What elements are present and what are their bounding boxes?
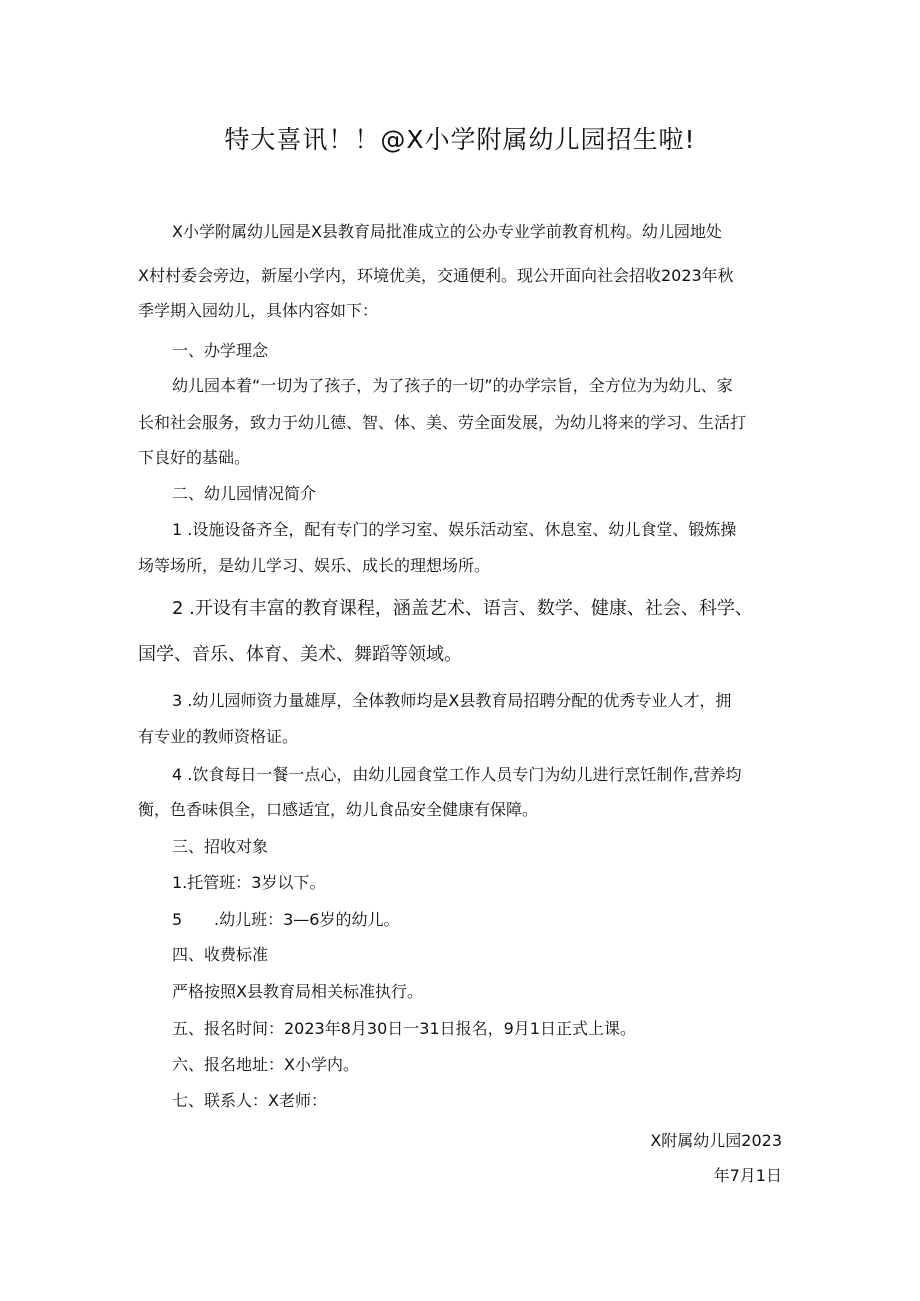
section2-item3-line-2: 有专业的教师资格证。 <box>138 727 299 746</box>
section3-item2-number: 5 <box>172 910 183 929</box>
section3-item1: 1.托管班：3岁以下。 <box>172 873 326 892</box>
section7-contact: 七、联系人：X老师： <box>172 1091 327 1110</box>
intro-line-2: X村村委会旁边，新屋小学内，环境优美，交通便利。现公开面向社会招收2023年秋 <box>138 266 734 285</box>
section4-heading: 四、收费标准 <box>172 945 269 964</box>
section2-item4-line-1: 4 .饮食每日一餐一点心，由幼儿园食堂工作人员专门为幼儿进行烹饪制作,营养均 <box>172 765 742 784</box>
section4-text: 严格按照X县教育局相关标准执行。 <box>172 982 423 1001</box>
signature-line-1: X附属幼儿园2023 <box>650 1131 782 1150</box>
section3-heading: 三、招收对象 <box>172 837 269 856</box>
page-title: 特大喜讯！！@X小学附属幼儿园招生啦! <box>224 125 696 154</box>
section1-line-2: 长和社会服务，致力于幼儿德、智、体、美、劳全面发展，为幼儿将来的学习、生活打 <box>138 413 747 432</box>
intro-line-3: 季学期入园幼儿，具体内容如下： <box>138 301 379 320</box>
intro-line-1: X小学附属幼儿园是X县教育局批准成立的公办专业学前教育机构。幼儿园地处 <box>172 222 722 241</box>
signature-line-2: 年7月1日 <box>713 1166 782 1185</box>
section3-item2-text: .幼儿班：3—6岁的幼儿。 <box>214 910 400 929</box>
section6-registration-address: 六、报名地址：X小学内。 <box>172 1055 359 1074</box>
section2-heading: 二、幼儿园情况简介 <box>172 484 317 503</box>
section2-item4-line-2: 衡，色香味俱全，口感适宜，幼儿食品安全健康有保障。 <box>138 800 539 819</box>
section2-item1-line-2: 场等场所，是幼儿学习、娱乐、成长的理想场所。 <box>138 556 491 575</box>
section1-heading: 一、办学理念 <box>172 341 269 360</box>
section2-item2-line-2: 国学、音乐、体育、美术、舞蹈等领域。 <box>138 644 462 665</box>
section2-item3-line-1: 3 .幼儿园师资力量雄厚，全体教师均是X县教育局招聘分配的优秀专业人才，拥 <box>172 691 732 710</box>
section1-line-3: 下良好的基础。 <box>138 448 251 467</box>
section2-item2-line-1: 2 .开设有丰富的教育课程，涵盖艺术、语言、数学、健康、社会、科学、 <box>172 598 753 619</box>
section5-registration-time: 五、报名时间：2023年8月30日一31日报名，9月1日正式上课。 <box>172 1019 636 1038</box>
section1-line-1: 幼儿园本着“一切为了孩子，为了孩子的一切”的办学宗旨，全方位为为幼儿、家 <box>172 376 733 395</box>
section2-item1-line-1: 1 .设施设备齐全，配有专门的学习室、娱乐活动室、休息室、幼儿食堂、锻炼操 <box>172 520 737 539</box>
